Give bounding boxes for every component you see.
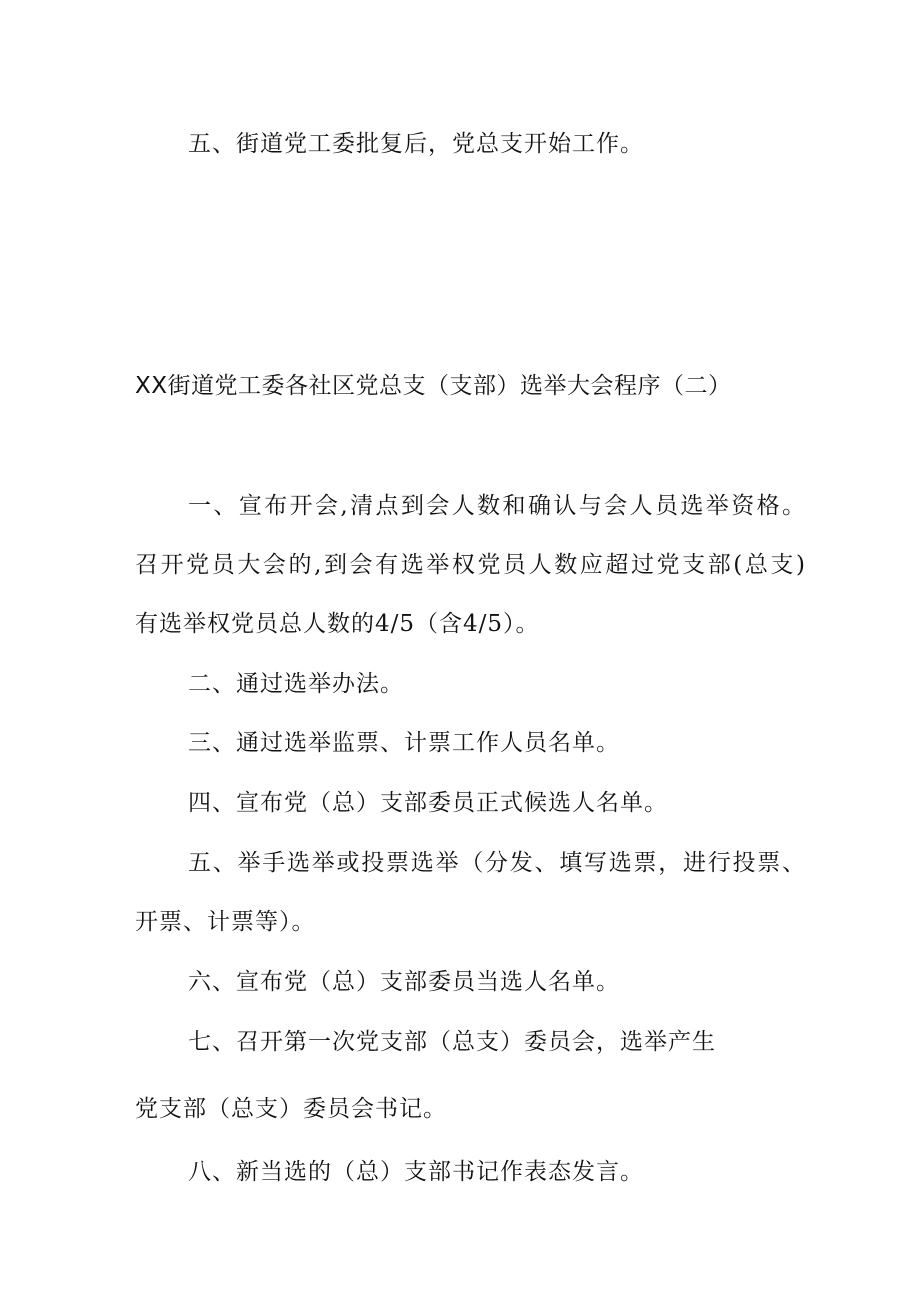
procedure-item-5-line-2: 开票、计票等）。	[135, 909, 316, 935]
procedure-item-7-line-1: 七、召开第一次党支部（总支）委员会，选举产生	[188, 1029, 716, 1055]
procedure-item-1-line-1: 一、宣布开会,清点到会人数和确认与会人员选举资格。	[188, 493, 806, 519]
procedure-item-7-line-2: 党支部（总支）委员会书记。	[135, 1096, 447, 1122]
procedure-item-1-line-2: 召开党员大会的,到会有选举权党员人数应超过党支部(总支)	[135, 552, 806, 578]
document-title: XX街道党工委各社区党总支（支部）选举大会程序（二）	[135, 373, 732, 399]
previous-section-item-5: 五、街道党工委批复后，党总支开始工作。	[188, 131, 644, 157]
procedure-item-8: 八、新当选的（总）支部书记作表态发言。	[188, 1159, 644, 1185]
procedure-item-6: 六、宣布党（总）支部委员当选人名单。	[188, 969, 620, 995]
procedure-item-1-line-3: 有选举权党员总人数的4/5（含4/5）。	[135, 611, 540, 637]
procedure-item-5-line-1: 五、举手选举或投票选举（分发、填写选票，进行投票、	[188, 850, 806, 876]
procedure-item-2: 二、通过选举办法。	[188, 671, 404, 697]
procedure-item-4: 四、宣布党（总）支部委员正式候选人名单。	[188, 790, 668, 816]
procedure-item-3: 三、通过选举监票、计票工作人员名单。	[188, 730, 620, 756]
